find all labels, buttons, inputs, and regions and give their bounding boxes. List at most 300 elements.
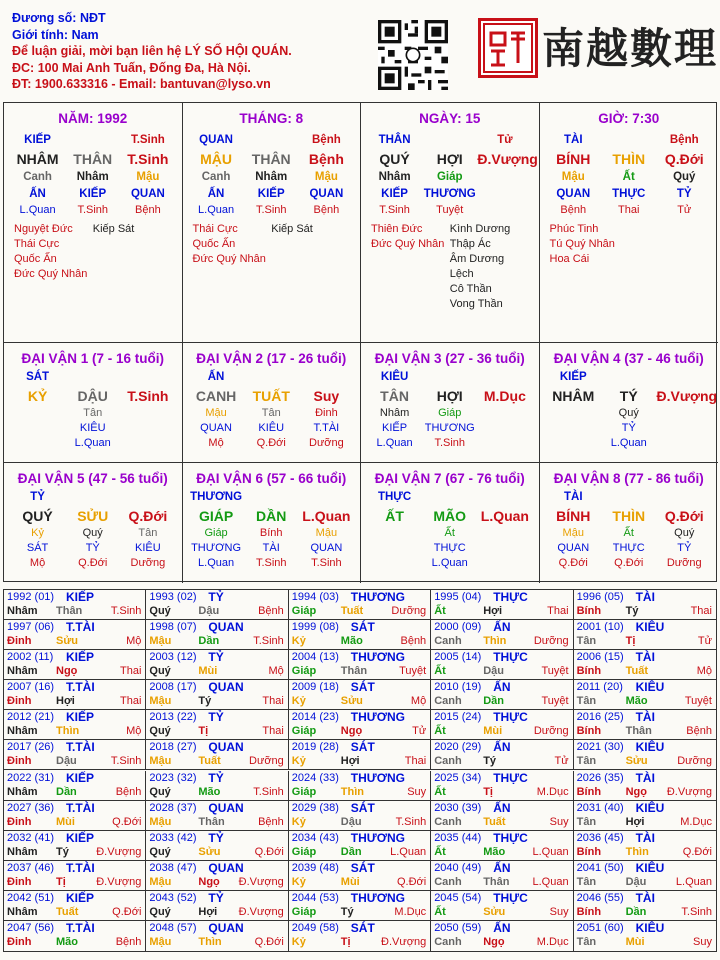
year-cell[interactable] (289, 831, 431, 861)
dai-van-hidden-stems-row-cell: Đinh (315, 407, 338, 419)
year-cell[interactable] (431, 891, 573, 921)
star-item: Thái Cực (192, 223, 238, 235)
year-stem: Đinh (7, 635, 32, 648)
pillar-phase-row (183, 203, 361, 218)
year-label: 2023 (32) (149, 771, 197, 784)
stars-bad (271, 222, 350, 267)
dai-van-phase-row (361, 556, 539, 571)
pillar-god-row-cell: THÂN (378, 134, 411, 146)
pillar-hidden-stems-row-cell: Mậu (136, 171, 160, 183)
dai-van-god-row-cell: THƯƠNG (190, 491, 243, 503)
year-label: 2035 (44) (434, 831, 482, 844)
pillar-stars (4, 218, 182, 282)
year-branch: Tuất (483, 815, 506, 828)
dai-van-stem-branch-row (4, 386, 182, 406)
year-cell[interactable] (146, 710, 288, 740)
year-branch: Tuất (56, 905, 79, 918)
pillar-phase-row-cell: T.Sinh (77, 204, 109, 216)
pillar-hidden-gods-row-cell: QUAN (309, 188, 344, 200)
year-branch: Mùi (340, 875, 360, 888)
star-item: Phúc Tinh (549, 223, 599, 235)
year-label: 2015 (24) (434, 711, 482, 724)
year-phase: Q.Đới (254, 845, 284, 858)
dai-van-stem-branch-row-cell: CANH (195, 388, 237, 404)
year-god: KIẾP (66, 710, 95, 725)
year-cell[interactable] (146, 861, 288, 891)
year-label: 2028 (37) (149, 801, 197, 814)
year-cell[interactable] (431, 740, 573, 770)
year-cell[interactable] (431, 801, 573, 831)
year-cell[interactable] (431, 861, 573, 891)
pillar-phase-row (4, 203, 182, 218)
dai-van-stem-branch-row-cell: NHÂM (552, 388, 595, 404)
dai-van-hidden-stems-row-cell: Mậu (562, 527, 584, 539)
year-god: KIÊU (635, 800, 665, 815)
dai-van-title: ĐẠI VẬN 2 (17 - 26 tuổi) (196, 351, 347, 366)
year-cell[interactable] (431, 590, 573, 620)
dai-van-hidden-stems-row (540, 526, 719, 541)
year-branch: Thìn (198, 935, 222, 948)
year-phase: M.Dục (536, 935, 569, 948)
year-god: KIÊU (635, 740, 665, 755)
year-cell[interactable] (289, 801, 431, 831)
year-cell[interactable] (574, 891, 716, 921)
year-cell[interactable] (431, 650, 573, 680)
dai-van-hidden-stems-row-cell: Tân (83, 407, 103, 419)
year-god: TỶ (208, 770, 224, 785)
year-label: 2007 (16) (7, 681, 55, 694)
year-branch: Thân (625, 725, 652, 738)
year-phase: Dưỡng (391, 605, 427, 617)
year-cell[interactable] (146, 650, 288, 680)
year-phase: Dưỡng (249, 755, 284, 768)
year-stem: Đinh (7, 755, 32, 768)
year-god: QUAN (208, 800, 244, 815)
dai-van-god-row-cell: TỶ (30, 491, 45, 503)
year-phase: Q.Đới (254, 935, 284, 948)
year-god: THƯƠNG (350, 590, 405, 604)
dai-van-phase-row-cell: L.Quan (431, 557, 468, 569)
stars-bad (450, 222, 529, 312)
year-god: TÀI (635, 770, 655, 785)
dai-van-stem-branch-row-cell: L.Quan (302, 508, 351, 524)
year-cell[interactable] (146, 801, 288, 831)
year-cell[interactable] (4, 861, 146, 891)
pillar-hidden-stems-row-cell: Mậu (561, 171, 585, 183)
pillar-title: GIỜ: 7:30 (598, 111, 660, 126)
year-god: ẤN (493, 920, 511, 935)
year-cell[interactable] (4, 831, 146, 861)
year-cell[interactable] (289, 620, 431, 650)
dai-van-phase-row (4, 436, 182, 451)
pillar-hidden-stems-row (540, 169, 719, 186)
year-label: 2047 (56) (7, 921, 55, 934)
year-god: SÁT (350, 920, 375, 935)
dai-van-1 (4, 343, 183, 463)
pillar-phase-row (361, 203, 539, 218)
year-cell[interactable] (574, 710, 716, 740)
pillar-god-row-cell: T.Sinh (130, 134, 165, 146)
year-stem: Nhâm (7, 605, 38, 617)
dai-van-hidden-stems-row-cell: Quý (618, 407, 639, 419)
pillar-hidden-gods-row (183, 186, 361, 203)
dai-van-hidden-stems-row-cell: Mậu (205, 407, 227, 419)
gioi-tinh-label: Giới tính: (12, 27, 72, 42)
dai-van-phase-row-cell: Dưỡng (666, 557, 702, 569)
year-stem: Tân (576, 815, 597, 828)
year-label: 1999 (08) (291, 621, 339, 634)
year-branch: Dậu (198, 605, 220, 617)
qr-code[interactable] (378, 20, 448, 90)
year-god: KIẾP (66, 830, 95, 845)
year-cell[interactable] (431, 620, 573, 650)
year-stem: Canh (434, 755, 462, 768)
pillar-hidden-gods-row (4, 186, 182, 203)
year-stem: Mậu (149, 635, 172, 648)
pillar-hidden-stems-row-cell: Quý (673, 171, 696, 183)
dai-van-hidden-gods-row (4, 421, 182, 436)
year-god: ẤN (493, 620, 511, 635)
dai-van-hidden-stems-row-cell: Mậu (315, 527, 338, 539)
year-god: KIẾP (66, 770, 95, 785)
star-item: Nguyệt Đức (14, 223, 73, 235)
year-cell[interactable] (4, 650, 146, 680)
year-phase: L.Quan (532, 845, 569, 858)
year-cell[interactable] (146, 771, 288, 801)
dai-van-stem-branch-row (183, 506, 361, 526)
year-god: ẤN (493, 800, 511, 815)
year-stem: Kỷ (291, 695, 306, 708)
year-branch: Tý (340, 905, 354, 918)
year-cell[interactable] (289, 590, 431, 620)
pillar-hidden-stems-row (4, 169, 182, 186)
year-cell[interactable] (289, 710, 431, 740)
year-cell[interactable] (431, 710, 573, 740)
year-cell[interactable] (431, 831, 573, 861)
dai-van-phase-row-cell: T.Sinh (434, 437, 466, 449)
year-stem: Bính (576, 605, 602, 617)
pillar-phase-row-cell: Bệnh (313, 204, 340, 216)
year-god: THƯƠNG (350, 770, 405, 785)
dai-van-phase-row-cell: L.Quan (198, 557, 235, 569)
dai-van-phase-row-cell: L.Quan (74, 437, 111, 449)
year-label: 2011 (20) (576, 681, 623, 694)
year-god: QUAN (208, 680, 244, 695)
year-phase: Mộ (268, 665, 284, 678)
year-label: 2013 (22) (149, 711, 197, 724)
dai-van-phase-row-cell: Q.Đới (614, 557, 644, 569)
year-god: T.TÀI (66, 800, 95, 815)
year-cell[interactable] (146, 831, 288, 861)
star-item: Tú Quý Nhân (549, 238, 615, 250)
star-item: Quốc Ấn (192, 238, 236, 250)
year-cell[interactable] (574, 620, 716, 650)
dai-van-hidden-stems-row (183, 406, 361, 421)
year-cell[interactable] (289, 891, 431, 921)
year-cell[interactable] (4, 921, 146, 951)
star-item: Quốc Ấn (14, 253, 57, 265)
year-phase: L.Quan (675, 875, 712, 888)
year-stem: Nhâm (7, 725, 38, 738)
year-label: 2022 (31) (7, 771, 55, 784)
year-god: T.TÀI (66, 620, 95, 635)
year-phase: L.Quan (532, 875, 569, 888)
year-stem: Tân (576, 635, 597, 648)
year-cell[interactable] (146, 921, 288, 951)
year-label: 2049 (58) (291, 921, 339, 934)
year-label: 2010 (19) (434, 681, 482, 694)
year-god: QUAN (208, 860, 244, 875)
year-god: THƯƠNG (350, 650, 405, 665)
year-branch: Dậu (56, 755, 77, 768)
dai-van-hidden-stems-row (361, 526, 539, 541)
year-branch: Ngọ (198, 875, 220, 888)
year-cell[interactable] (289, 740, 431, 770)
year-cell[interactable] (574, 650, 716, 680)
pillar-title: NĂM: 1992 (58, 111, 128, 126)
dai-van-stem-branch-row-cell: Đ.Vượng (656, 388, 718, 404)
year-phase: Thai (404, 755, 427, 768)
year-god: QUAN (208, 620, 244, 635)
year-branch: Tị (340, 935, 351, 948)
dai-van-phase-row (183, 436, 361, 451)
year-stem: Bính (576, 725, 602, 738)
pillar-hidden-gods-row (540, 186, 719, 203)
dai-van-hidden-stems-row-cell: Giáp (438, 407, 462, 419)
year-cell[interactable] (574, 771, 716, 801)
dai-van-hidden-gods-row (361, 421, 539, 436)
year-god: THƯƠNG (350, 710, 405, 725)
pillar-phase-row-cell: T.Sinh (379, 204, 410, 216)
year-label: 2032 (41) (7, 831, 55, 844)
dai-van-god-row-cell: KIÊU (380, 371, 409, 383)
year-cell[interactable] (574, 801, 716, 831)
stars-bad (93, 222, 172, 282)
year-phase: Tuyệt (541, 695, 569, 708)
year-phase: Q.Đới (682, 845, 712, 858)
dai-van-phase-row-cell: Q.Đới (558, 557, 588, 569)
dai-van-phase-row-cell: L.Quan (610, 437, 647, 449)
dai-van-title: ĐẠI VẬN 5 (47 - 56 tuổi) (17, 471, 168, 486)
year-cell[interactable] (146, 620, 288, 650)
year-cell[interactable] (289, 861, 431, 891)
year-label: 2036 (45) (576, 831, 624, 844)
year-cell[interactable] (4, 740, 146, 770)
year-cell[interactable] (289, 921, 431, 951)
year-cell[interactable] (146, 590, 288, 620)
year-stem: Kỷ (291, 935, 306, 948)
year-stem: Quý (149, 605, 171, 617)
pillar-stem-branch-row-cell: THÂN (73, 151, 113, 167)
dai-van-stem-branch-row-cell: TÝ (619, 388, 638, 404)
year-cell[interactable] (574, 590, 716, 620)
dai-van-god-row (183, 489, 361, 506)
dai-van-title: ĐẠI VẬN 8 (77 - 86 tuổi) (553, 471, 704, 486)
year-branch: Tý (483, 755, 497, 768)
year-phase: Suy (693, 935, 712, 948)
year-phase: Suy (549, 815, 569, 828)
year-label: 2044 (53) (291, 891, 339, 904)
stars-bad (629, 222, 708, 267)
year-cell[interactable] (146, 680, 288, 710)
year-stem: Đinh (7, 695, 32, 708)
pillar-phase-row-cell: T.Sinh (255, 204, 287, 216)
pillar-stem-branch-row (183, 149, 361, 169)
stars-good (371, 222, 450, 312)
dai-van-god-row (540, 489, 719, 506)
dai-van-3 (361, 343, 540, 463)
year-label: 2008 (17) (149, 681, 197, 694)
pillar-hidden-gods-row-cell: KIẾP (381, 188, 408, 200)
dai-van-stem-branch-row (183, 386, 361, 406)
year-cell[interactable] (574, 680, 716, 710)
year-label: 2043 (52) (149, 891, 197, 904)
year-label: 2037 (46) (7, 861, 55, 874)
year-cell[interactable] (431, 680, 573, 710)
pillar-god-row-cell: Tử (497, 134, 513, 146)
year-cell[interactable] (4, 710, 146, 740)
year-cell[interactable] (574, 861, 716, 891)
year-phase: M.Dục (536, 785, 569, 798)
dai-van-5 (4, 463, 183, 583)
year-cell[interactable] (431, 921, 573, 951)
year-cell[interactable] (146, 891, 288, 921)
year-label: 2051 (60) (576, 921, 624, 934)
pillar-god-row-cell: Bệnh (669, 134, 699, 146)
pillar-hidden-stems-row-cell: Nhâm (255, 171, 288, 183)
pillar-stars (183, 218, 361, 267)
year-label: 2003 (12) (149, 651, 197, 664)
dai-van-stem-branch-row-cell: KỶ (27, 388, 48, 404)
year-cell[interactable] (574, 921, 716, 951)
year-label: 2029 (38) (291, 801, 339, 814)
dai-van-stem-branch-row-cell: DẦN (256, 508, 287, 524)
year-stem: Giáp (291, 845, 317, 858)
dai-van-stem-branch-row-cell: Q.Đới (664, 508, 704, 524)
year-stem: Canh (434, 935, 462, 948)
dai-van-phase-row (540, 436, 719, 451)
year-god: KIẾP (66, 890, 95, 905)
star-item: Thiên Đức (371, 223, 423, 235)
pillar-hidden-stems-row-cell: Nhâm (378, 171, 411, 183)
year-branch: Dần (198, 635, 220, 648)
year-branch: Tị (483, 785, 493, 798)
year-table (3, 589, 717, 952)
year-cell[interactable] (289, 680, 431, 710)
year-phase: Tuyệt (399, 665, 427, 678)
contact-line-3: ĐT: 1900.633316 - Email: bantuvan@lyso.vn (12, 77, 271, 91)
dai-van-hidden-gods-row (183, 421, 361, 436)
year-label: 2009 (18) (291, 681, 339, 694)
year-god: T.TÀI (66, 860, 95, 875)
dai-van-phase-row-cell: Q.Đới (256, 437, 286, 449)
year-phase: Mộ (410, 695, 427, 708)
dai-van-hidden-gods-row-cell: TÀI (262, 542, 280, 554)
year-stem: Canh (434, 815, 462, 828)
year-phase: M.Dục (394, 905, 427, 918)
pillar-stem-branch-row (540, 149, 719, 169)
year-branch: Tuất (340, 605, 364, 617)
dai-van-god-row (540, 369, 719, 386)
pillars-grid (3, 102, 717, 582)
pillar-god-row (361, 132, 539, 149)
pillar-hidden-stems-row-cell: Ất (622, 171, 635, 183)
year-stem: Bính (576, 785, 602, 798)
dai-van-hidden-gods-row-cell: QUAN (200, 422, 232, 434)
duong-so-value: NĐT (79, 11, 106, 25)
year-god: TÀI (635, 890, 655, 905)
pillar-hidden-stems-row (361, 169, 539, 186)
year-cell[interactable] (574, 831, 716, 861)
year-cell[interactable] (289, 650, 431, 680)
dai-van-stem-branch-row-cell: M.Dục (483, 388, 526, 404)
year-branch: Tị (198, 725, 209, 738)
year-branch: Thìn (625, 845, 649, 858)
pillar-god-row-cell: Bệnh (312, 134, 341, 146)
year-cell[interactable] (574, 740, 716, 770)
dai-van-god-row-cell: KIẾP (559, 371, 587, 383)
year-branch: Sửu (198, 845, 221, 858)
year-cell[interactable] (431, 771, 573, 801)
pillar-god-row (540, 132, 719, 149)
year-label: 1994 (03) (291, 591, 339, 603)
year-branch: Thân (340, 665, 368, 678)
year-label: 2004 (13) (291, 651, 339, 664)
year-label: 2000 (09) (434, 621, 482, 634)
year-phase: Thai (262, 695, 284, 708)
star-item: Đức Quý Nhân (371, 238, 445, 250)
pillar-stem-branch-row-cell: NHÂM (16, 151, 59, 167)
year-cell[interactable] (4, 891, 146, 921)
dai-van-title: ĐẠI VẬN 7 (67 - 76 tuổi) (374, 471, 525, 486)
year-phase: Bệnh (115, 935, 142, 948)
year-branch: Mão (198, 785, 221, 798)
year-branch: Tị (625, 635, 636, 648)
year-label: 2038 (47) (149, 861, 197, 874)
year-cell[interactable] (4, 771, 146, 801)
year-cell[interactable] (4, 590, 146, 620)
year-cell[interactable] (289, 771, 431, 801)
dai-van-stem-branch-row (361, 386, 539, 406)
dai-van-phase-row-cell: Mộ (29, 557, 46, 569)
year-god: THỰC (493, 590, 528, 604)
year-phase: Tuyệt (684, 695, 712, 708)
pillar-stem-branch-row-cell: Q.Đới (664, 151, 704, 167)
year-branch: Thân (198, 815, 225, 828)
year-stem: Tân (576, 755, 597, 768)
year-stem: Bính (576, 665, 602, 678)
dai-van-phase-row-cell: L.Quan (376, 437, 413, 449)
pillar-stem-branch-row-cell: BÍNH (556, 151, 591, 167)
year-god: QUAN (208, 740, 244, 755)
year-cell[interactable] (4, 620, 146, 650)
dai-van-stem-branch-row (540, 506, 719, 526)
pillar-stars (361, 218, 539, 312)
pillar-stem-branch-row-cell: QUÝ (379, 151, 410, 167)
year-god: THỰC (493, 710, 528, 725)
year-phase: Đ.Vượng (381, 935, 427, 948)
year-phase: Tử (554, 755, 569, 768)
dai-van-hidden-gods-row-cell: TỶ (677, 542, 692, 554)
year-cell[interactable] (4, 680, 146, 710)
year-branch: Tuất (625, 665, 648, 678)
year-branch: Thân (56, 605, 83, 617)
year-stem: Kỷ (291, 875, 306, 888)
year-cell[interactable] (4, 801, 146, 831)
year-stem: Giáp (291, 905, 317, 918)
dai-van-stem-branch-row-cell: T.Sinh (127, 388, 169, 404)
year-cell[interactable] (146, 740, 288, 770)
